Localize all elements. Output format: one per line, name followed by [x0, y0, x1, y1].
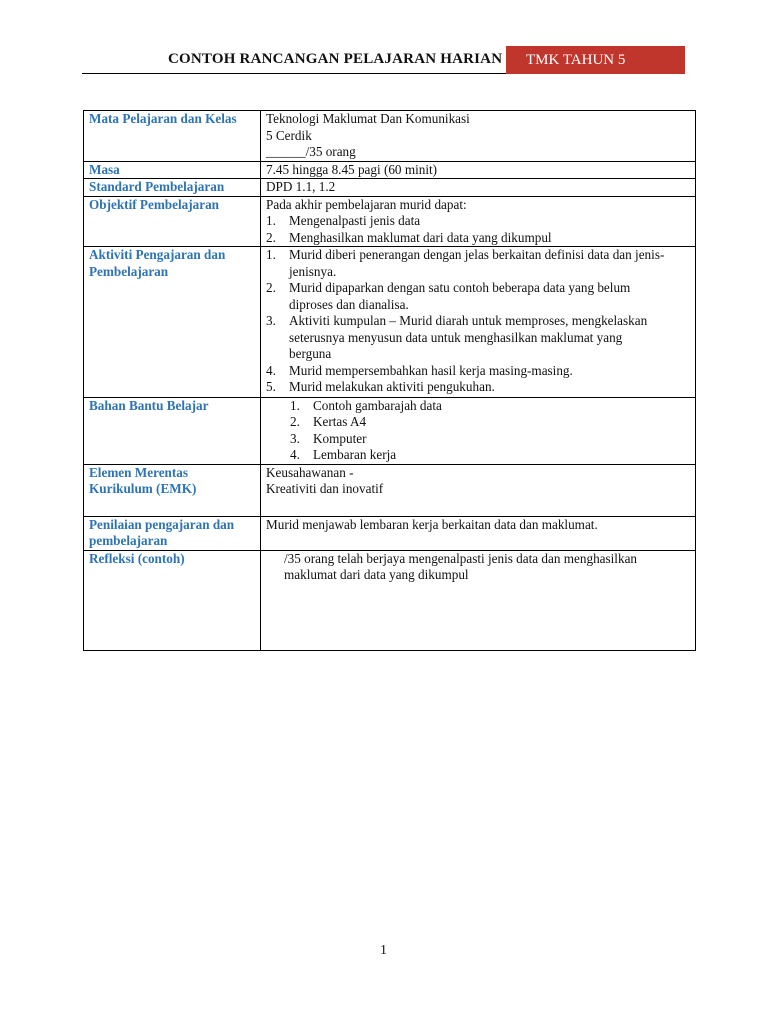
page-header [0, 0, 768, 80]
label-reflection: Refleksi (contoh) [84, 550, 261, 650]
label-subject: Mata Pelajaran dan Kelas [84, 111, 261, 162]
objective-intro: Pada akhir pembelajaran murid dapat: [266, 196, 467, 212]
row-time [84, 161, 696, 179]
value-time: 7.45 hingga 8.45 pagi (60 minit) [261, 161, 696, 179]
value-standard: DPD 1.1, 1.2 [261, 179, 696, 197]
header-underline [82, 73, 506, 74]
value-reflection: /35 orang telah berjaya mengenalpasti jenis data dan menghasilkan maklumat dari data yang dikumpul [261, 550, 696, 650]
list-item: 1. Contoh gambarajah data [290, 397, 442, 413]
students-line: ______/35 orang [266, 144, 356, 159]
value-emk: Keusahawanan - Kreativiti dan inovatif [261, 464, 696, 516]
row-subject [84, 111, 696, 162]
list-item: 1. Murid diberi penerangan dengan jelas berkaitan definisi data dan jenis- jenisnya. [266, 247, 665, 279]
value-activity [261, 247, 696, 398]
lesson-plan-table [83, 110, 696, 651]
row-emk [84, 464, 696, 516]
activity-list [266, 247, 690, 396]
label-materials: Bahan Bantu Belajar [84, 397, 261, 464]
row-objective [84, 196, 696, 247]
list-item: 2. Murid dipaparkan dengan satu contoh beberapa data yang belum diproses dan dianalisa. [266, 280, 631, 312]
label-objective: Objektif Pembelajaran [84, 196, 261, 247]
row-assessment [84, 516, 696, 550]
list-item: 4. Lembaran kerja [290, 447, 397, 462]
list-item: 1. Mengenalpasti jenis data [266, 213, 421, 228]
document-title: CONTOH RANCANGAN PELAJARAN HARIAN [168, 51, 503, 67]
value-objective [261, 196, 696, 247]
row-reflection [84, 550, 696, 650]
page-number: 1 [380, 943, 387, 958]
label-assessment: Penilaian pengajaran dan pembelajaran [84, 516, 261, 550]
list-item: 3. Aktiviti kumpulan – Murid diarah untuk memproses, mengkelaskan seterusnya menyusun data untuk menghasilkan maklumat yang berguna [266, 313, 648, 361]
row-activity [84, 247, 696, 398]
list-item: 3. Komputer [290, 430, 367, 446]
value-materials [261, 397, 696, 464]
list-item: 2. Kertas A4 [290, 414, 367, 429]
label-emk: Elemen Merentas Kurikulum (EMK) [84, 464, 261, 516]
label-standard: Standard Pembelajaran [84, 179, 261, 197]
list-item: 2. Menghasilkan maklumat dari data yang dikumpul [266, 229, 552, 245]
label-activity: Aktiviti Pengajaran dan Pembelajaran [84, 247, 261, 398]
objective-list [266, 213, 690, 246]
row-standard [84, 179, 696, 197]
label-time: Masa [84, 161, 261, 179]
value-assessment: Murid menjawab lembaran kerja berkaitan data dan maklumat. [261, 516, 696, 550]
list-item: 5. Murid melakukan aktiviti pengukuhan. [266, 379, 495, 394]
subject-badge: TMK TAHUN 5 [506, 46, 685, 74]
value-subject [261, 111, 696, 162]
row-materials [84, 397, 696, 464]
subject-line: Teknologi Maklumat Dan Komunikasi [266, 111, 470, 126]
list-item: 4. Murid mempersembahkan hasil kerja masing-masing. [266, 362, 573, 378]
materials-list [266, 398, 690, 464]
class-line: 5 Cerdik [266, 127, 312, 143]
